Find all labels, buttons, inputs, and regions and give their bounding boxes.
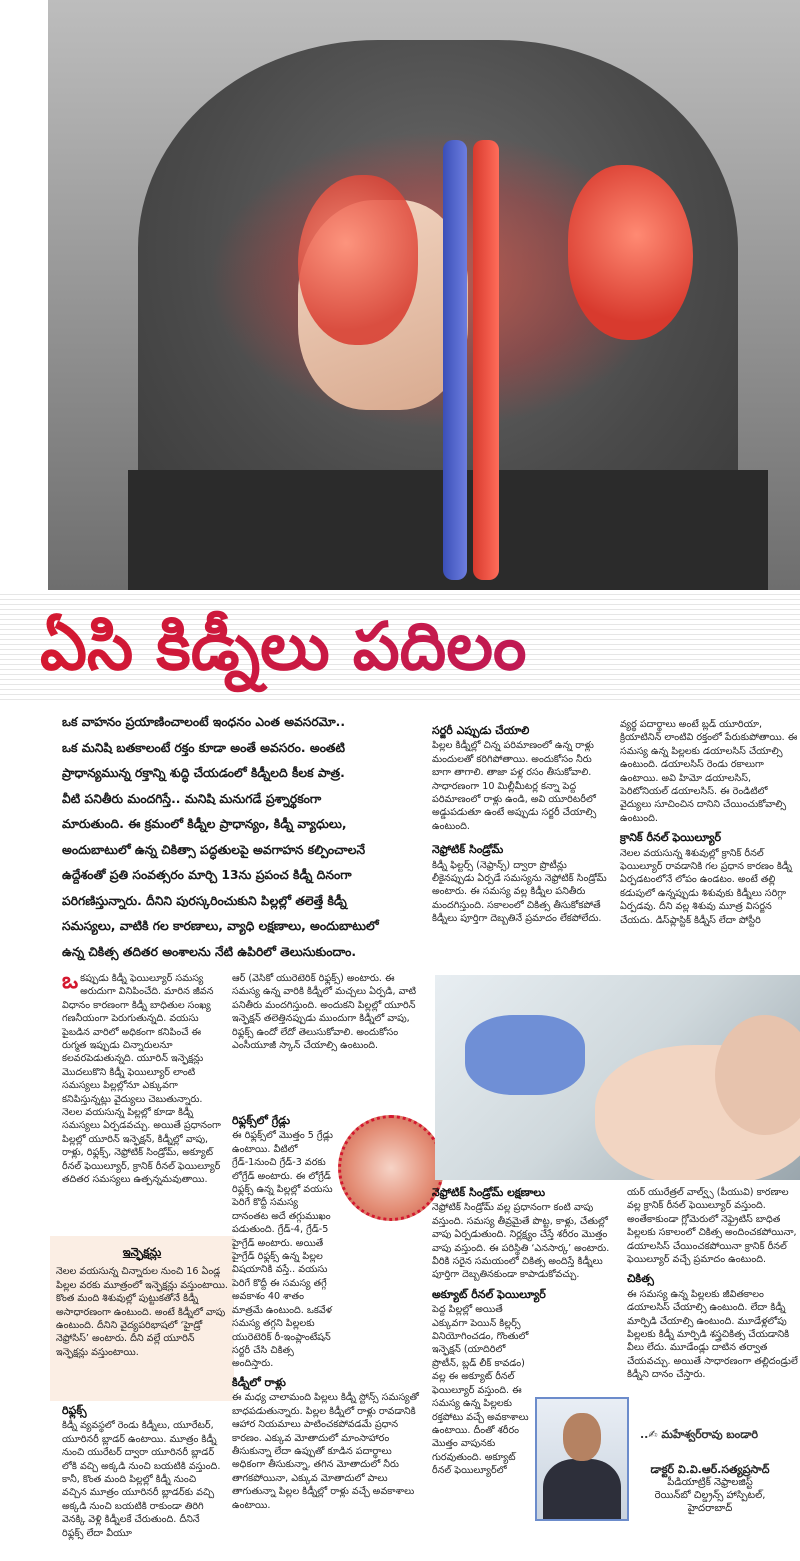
section-text: పిల్లల కిడ్నీల్లో చిన్న పరిమాణంలో ఉన్న రాళ్లు మందులతో కరిగిపోతాయి. అందుకోసం నీరు బాగా తాగాలి. తాజా పళ్ల రసం తీసుకోవాలి. సాధారణంగా 10 మిల్లీమీటర్ల కన్నా పెద్ద పరిమాణంలో రాళ్లు ఉండి, అవి యూరిటరీలో అడ్డుపడుతూ ఉంటే అప్పుడు సర్జరీ చేయాల్సి ఉంటుంది. [432, 740, 597, 832]
intro-line: వీటి పనితీరు మందగిస్తే.. మనిషి మనుగడే ప్రశ్నార్థకంగా [62, 791, 322, 806]
intro-line: మారుతుంది. ఈ క్రమంలో కిడ్నీల ప్రాధాన్యం, కిడ్నీ వ్యాధులు, [62, 817, 347, 831]
vena-cava [443, 140, 467, 580]
section-heading: అక్యూట్ రీనల్ ఫెయిల్యూర్ [432, 1287, 546, 1301]
column-2-top [232, 972, 422, 1054]
doctor-name: డాక్టర్ వి.వి.ఆర్.సత్యప్రసాద్ [650, 1463, 770, 1476]
intro-text [62, 710, 414, 965]
section-heading: క్రానిక్ రీనల్ ఫెయిల్యూర్ [620, 831, 722, 845]
page-title: ఏసి కిడ్నీలు పదిలం [40, 596, 800, 700]
drop-cap: ఒ [62, 969, 79, 994]
section-text: కిడ్నీ వ్యవస్థలో రెండు కిడ్నీలు, యూరేటర్, యూరినరీ బ్లాడర్ ఉంటాయి. మూత్రం కిడ్నీ నుంచి యురేటర్ ద్వారా యూరినరీ బ్లాడర్ లోకి వచ్చి అక్కడి నుంచి బయటికి వస్తుంది. కానీ, కొంత మంది పిల్లల్లో కిడ్నీ నుంచి వచ్చిన మూత్రం యూరినరీ బ్లాడర్‌కు వచ్చి అక్కడి నుంచి బయటికి రాకుండా తిరిగి వెనక్కి వెళ్లి కిడ్నీలకే చేరుతుంది. దీనినే రిఫ్లక్స్ లేదా వీయూ [62, 1420, 221, 1539]
kidney-closeup-image [338, 1115, 444, 1221]
section-heading: చికిత్స [627, 1272, 654, 1286]
aorta [473, 140, 499, 580]
reflux-section [62, 1398, 222, 1542]
section-heading: నెఫ్రోటిక్ సిండ్రోమ్ లక్షణాలు [432, 1186, 546, 1199]
section-heading: కిడ్నీలో రాళ్లు [232, 1376, 286, 1389]
intro-line: సమస్యలు, వాటికి గల కారణాలు, వ్యాధి లక్షణాలు, అందుబాటులో [62, 919, 379, 933]
section-text: ఈ రిఫ్లక్స్‌లో మొత్తం 5 గ్రేడ్లు ఉంటాయి. వీటిలో గ్రేడ్-1నుంచి గ్రేడ్-3 వరకు లోగ్రేడ్ అంటారు. ఈ లోగ్రేడ్ రిఫ్లక్స్ ఉన్న పిల్లల్లో వయసు పెరిగే కొద్దీ సమస్య దానంతట అదే తగ్గుముఖం పడుతుంది. గ్రేడ్-4, గ్రేడ్-5 హైగ్రేడ్ అంటారు. అయితే హైగ్రేడ్ రిఫ్లక్స్ ఉన్న పిల్లల విషయానికి వస్తే.. వయసు పెరిగే కొద్దీ ఈ సమస్య తగ్గే అవకాశం 40 శాతం మాత్రమే ఉంటుంది. ఒకవేళ సమస్య తగ్గని పిల్లలకు యురెటెరిక్ రీ-ఇంప్లాంటేషన్ సర్జరీ చేసి చికిత్స అందిస్తారు. [232, 1130, 333, 1370]
section-text: యర్ యురేత్రల్ వాల్వ్స్ (పీయువి) కారణాల వల్ల క్రానిక్ రీనల్ ఫెయిల్యూర్ వస్తుంది. అంతేకాకుండా గ్లోమెరులో నెఫ్రైటిస్ బాధిత పిల్లలకు సకాలంలో చికిత్స అందించకపోయినా, డయాలసిస్ చేయించకపోయినా క్రానిక్ రీనల్ ఫెయిల్యూర్ వచ్చే ప్రమాదం ఉంటుంది. [627, 1187, 797, 1266]
stones-section [232, 1370, 422, 1514]
portrait-face [563, 1413, 601, 1461]
section-text: ఈ మధ్య చాలామంది పిల్లలు కిడ్నీ స్టోన్స్ సమస్యతో బాధపడుతున్నారు. పిల్లల కిడ్నీలో రాళ్లు రావడానికి ఆహార నియమాలు పాటించకపోవడమే ప్రధాన కారణం. ఎక్కువ మోతాదులో మాంసాహారం తీసుకున్నా లేదా ఉప్పుతో కూడిన పదార్థాలు అధికంగా తీసుకున్నా, తగిన మోతాదులో నీరు తాగకపోయినా, ఎక్కువ మోతాదులో పాలు తాగుతున్నా పిల్లల కిడ్నీల్లో రాళ్లు వచ్చే అవకాశాలు ఉంటాయి. [232, 1392, 419, 1511]
section-heading: ఇన్ఫెక్షన్లు [122, 1245, 162, 1259]
intro-line: ఉన్న చికిత్స తదితర అంశాలను నేటి ఉపిరిలో తెలుసుకుందాం. [62, 944, 357, 959]
left-kidney-icon [298, 175, 418, 345]
section-text: పెద్ద పిల్లల్లో అయితే ఎక్కువగా పెయిన్ కిల్లర్స్ వినియోగించడం, గొంతులో ఇన్ఫెక్షన్ (యాదిరిలో ప్రొటీన్, బ్లడ్ లీక్ కావడం) వల్ల ఈ అక్యూట్ రీనల్ ఫెయిల్యూర్ వస్తుంది. ఈ సమస్య ఉన్న పిల్లలకు రక్తపోటు వచ్చే అవకాశాలు ఉంటాయి. దీంతో శరీరం మొత్తం వాపునకు గురవుతుంది. అక్యూట్ రీనల్ ఫెయిల్యూర్‌లో [432, 1304, 529, 1477]
column-4-lower [627, 1186, 799, 1384]
grades-section [232, 1108, 337, 1373]
doctor-credit [620, 1463, 800, 1515]
doctor-title: పీడియాట్రిక్ నెఫ్రాలజిస్ట్ [667, 1477, 753, 1488]
intro-line: ఒక వాహనం ప్రయాణించాలంటే ఇంధనం ఎంత అవసరమో.. [62, 715, 346, 729]
section-text: నెఫ్రోటిక్ సిండ్రోమ్ వల్ల ప్రధానంగా కంటి వాపు వస్తుంది. సమస్య తీవ్రమైతే పొట్ట, కాళ్లు, చేతుల్లో వాపు ఏర్పడుతుంది. నిర్లక్ష్యం చేస్తే శరీరం మొత్తం వాపు వస్తుంది. ఈ పరిస్థితి ‘ఎనసార్క’ అంటారు. వీరికి సరైన సమయంలో చికిత్స అందిస్తే కిడ్నీలు పూర్తిగా దెబ్బతినకుండా కాపాడుకోవచ్చు. [432, 1202, 610, 1281]
intro-line: ప్రాధాన్యమున్న రక్తాన్ని శుద్ధి చేయడంలో కిడ్నీలది కీలక పాత్ర. [62, 766, 345, 780]
intro-line: అందుబాటులో ఉన్న చికిత్సా పద్ధతులపై అవగాహన కల్పించాలనే [62, 842, 366, 857]
doctor-portrait [535, 1397, 629, 1521]
section-heading: రిఫ్లక్స్‌లో గ్రేడ్లు [232, 1114, 291, 1127]
intro-line: ఉద్దేశంతో ప్రతి సంవత్సరం మార్చి 13ను ప్రపంచ కిడ్నీ దినంగా [62, 868, 352, 882]
section-text: ఆర్ (వెసికో యురెటెరిక్ రిఫ్లక్స్) అంటారు. ఈ సమస్య ఉన్న వారికి కిడ్నీలో మచ్చలు ఏర్పడి, వాటి పనితీరు మందగిస్తుంది. అందుకని పిల్లల్లో యూరిన్ ఇన్ఫెక్షన్ తలెత్తినప్పుడు ముందుగా కిడ్నీలో వాపు, రిఫ్లక్స్ ఉందో లేదో తెలుసుకోవాలి. అందుకోసం ఎంసీయూజీ స్కాన్ చేయాల్సి ఉంటుంది. [232, 973, 417, 1052]
lead-paragraph: ఒకప్పుడు కిడ్నీ ఫెయిల్యూర్ సమస్య అరుదుగా వినిపించేది. మారిన జీవన విధానం కారణంగా కిడ్నీ బాధితుల సంఖ్య గణనీయంగా పెరుగుతున్నది. వయసు పైబడిన వారిలో అధికంగా కనిపించే ఈ రుగ్మత ఇప్పుడు చిన్నారులనూ కలవరపెడుతున్నది. యూరిన్ ఇన్ఫెక్షన్లు మొదలుకొని కిడ్నీ ఫెయిల్యూర్ లాంటి సమస్యలు పిల్లల్లోనూ ఎక్కువగా కనిపిస్తున్నట్లు వైద్యులు చెబుతున్నారు. నెలల వయసున్న పిల్లల్లో కూడా కిడ్నీ సమస్యలు ఏర్పడవచ్చు. అయితే ప్రధానంగా పిల్లల్లో యూరిన్ ఇన్ఫెక్షన్, కిడ్నీల్లో వాపు, రాళ్లు, రిఫ్లక్స్, నెఫ్రోటిక్ సిండ్రోమ్, అక్యూట్ రీనల్ ఫెయిల్యూర్, క్రానిక్ రీనల్ ఫెయిల్యూర్ తదితర సమస్యలు ఉత్పన్నమవుతాయి. [62, 969, 221, 1186]
column-4 [620, 718, 798, 929]
section-heading: సర్జరీ ఎప్పుడు చేయాలి [432, 724, 530, 737]
section-heading: నెఫ్రోటిక్ సిండ్రోమ్ [432, 843, 504, 857]
section-text: నెలల వయసున్న చిన్నారుల నుంచి 16 ఏండ్ల పిల్లల వరకు మూత్రంలో ఇన్ఫెక్షన్లు వస్తుంటాయి. కొంత మంది శిశువుల్లో పుట్టుకతోనే కిడ్నీ అసాధారణంగా ఉంటుంది. అంటే కిడ్నీలో వాపు ఉంటుంది. దీనిని వైద్యపరిభాషలో ‘హైడ్రో నెఫ్రోసిస్’ అంటారు. దీని వల్లే యూరిన్ ఇన్ఫెక్షన్లు వస్తుంటాయి. [56, 1266, 228, 1358]
gloved-hand [465, 1015, 585, 1095]
column-1 [62, 969, 222, 1189]
city-name: హైదరాబాద్ [687, 1503, 733, 1514]
section-text: కిడ్నీ ఫిల్టర్స్ (నెఫ్రాన్స్) ద్వారా ప్రొటీన్లు లీకైనప్పుడు ఏర్పడే సమస్యను నెఫ్రోటిక్ సిండ్రోమ్ అంటారు. ఈ సమస్య వల్ల కిడ్నీల పనితీరు మందగిస్తుంది. సకాలంలో చికిత్స తీసుకోకపోతే కిడ్నీలు పూర్తిగా దెబ్బతినే ప్రమాదం లేకపోలేదు. [432, 859, 607, 925]
section-heading: రిఫ్లక్స్ [62, 1404, 87, 1417]
section-text: వ్యర్థ పదార్థాలు అంటే బ్లడ్ యూరియా, క్రియాటినిన్ లాంటివి రక్తంలో పేరుకుపోతాయి. ఈ సమస్య ఉన్న పిల్లలకు డయాలసిస్ చేయాల్సి ఉంటుంది. డయాలసిస్ రెండు రకాలుగా ఉంటాయి. అవి హిమో డయాలసిస్, పెరిటోనియల్ డయాలసిస్. ఈ రెండిటిలో వైద్యులు సూచించిన దానిని చేయించుకోవాల్సి ఉంటుంది. [620, 719, 798, 824]
hospital-name: రెయిన్‌బో చిల్డ్రన్స్ హాస్పిటల్, [654, 1490, 766, 1501]
intro-line: పరిగణిస్తున్నారు. దీనిని పురస్కరించుకుని పిల్లల్లో తలెత్తే కిడ్నీ [62, 893, 347, 908]
reporter-byline: ..✍ మహేశ్వర్‌రావు బండారి [640, 1428, 758, 1441]
portrait-suit [543, 1459, 621, 1521]
section-text: ఈ సమస్య ఉన్న పిల్లలకు జీవితకాలం డయాలసిస్ చేయాల్సి ఉంటుంది. లేదా కిడ్నీ మార్పిడి చేయాల్సి ఉంటుంది. మూడేళ్లలోపు పిల్లలకు కిడ్నీ మార్పిడి శస్త్రచికిత్స చేయడానికి వీలు లేదు. మూడేండ్లు దాటిన తర్వాత చేయవచ్చు. అయితే సాధారణంగా తల్లిదండ్రులే కిడ్నీని దానం చేస్తారు. [627, 1288, 798, 1381]
ultrasound-photo [435, 975, 800, 1180]
hero-kidney-illustration [48, 0, 800, 590]
intro-line: ఒక మనిషి బతకాలంటే రక్తం కూడా అంతే అవసరం. అంతటి [62, 740, 345, 755]
infections-box [50, 1236, 234, 1401]
section-text: నెలల వయసున్న శిశువుల్లో క్రానిక్ రీనల్ ఫెయిల్యూర్ రావడానికి గల ప్రధాన కారణం కిడ్నీ ఏర్పడటంలోనే లోపం ఉండటం. అంటే తల్లి కడుపులో ఉన్నప్పుడు శిశువుకు కిడ్నీలు సరిగ్గా ఏర్పడవు. దీని వల్ల శిశువు మూత్ర విసర్జన చేయదు. డిస్‌ప్లాస్టిక్ కిడ్నీస్ లేదా పోస్టీరి [620, 847, 792, 926]
column-3 [432, 718, 610, 928]
